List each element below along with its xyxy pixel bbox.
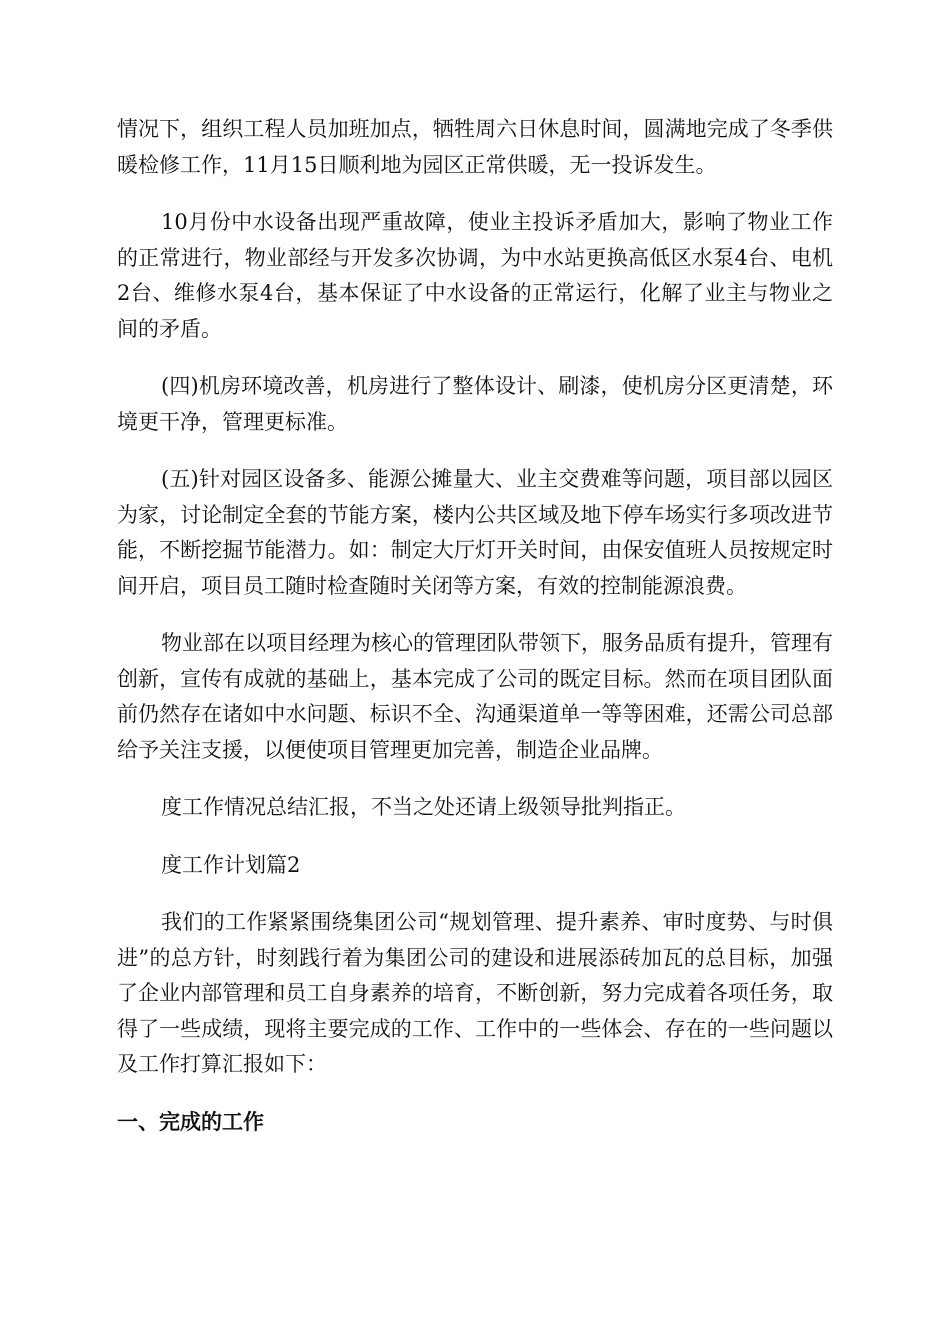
paragraph-2: 10月份中水设备出现严重故障，使业主投诉矛盾加大，影响了物业工作的正常进行，物业部经与开发多次协调，为中水站更换高低区水泵4台、电机2台、维修水泵4台，基本保证了中水设备的正常运行，化解了业主与物业之间的矛盾。 xyxy=(117,210,833,341)
paragraph-8: 我们的工作紧紧围绕集团公司“规划管理、提升素养、审时度势、与时俱进”的总方针，时刻践行着为集团公司的建设和进展添砖加瓦的总目标，加强了企业内部管理和员工自身素养的培育，不断创新，努力完成着各项任务，取得了一些成绩，现将主要完成的工作、工作中的一些体会、存在的一些问题以及工作打算汇报如下： xyxy=(117,910,833,1076)
paragraph-7: 度工作计划篇2 xyxy=(161,852,301,877)
section-heading: 一、完成的工作 xyxy=(117,1109,264,1134)
paragraph-6: 度工作情况总结汇报，不当之处还请上级领导批判指正。 xyxy=(161,795,686,819)
document-body xyxy=(117,112,833,1162)
paragraph-5: 物业部在以项目经理为核心的管理团队带领下，服务品质有提升，管理有创新，宣传有成就的基础上，基本完成了公司的既定目标。然而在项目团队面前仍然存在诸如中水问题、标识不全、沟通渠道单一等等困难，还需公司总部给予关注支援，以便使项目管理更加完善，制造企业品牌。 xyxy=(117,631,833,762)
paragraph-1: 情况下，组织工程人员加班加点，牺牲周六日休息时间，圆满地完成了冬季供暖检修工作，11月15日顺利地为园区正常供暖，无一投诉发生。 xyxy=(117,117,833,177)
paragraph-3: (四)机房环境改善，机房进行了整体设计、刷漆，使机房分区更清楚，环境更干净，管理更标准。 xyxy=(117,374,833,434)
paragraph-4: (五)针对园区设备多、能源公摊量大、业主交费难等问题，项目部以园区为家，讨论制定全套的节能方案，楼内公共区域及地下停车场实行多项改进节能，不断挖掘节能潜力。如：制定大厅灯开关时间，由保安值班人员按规定时间开启，项目员工随时检查随时关闭等方案，有效的控制能源浪费。 xyxy=(117,467,833,598)
